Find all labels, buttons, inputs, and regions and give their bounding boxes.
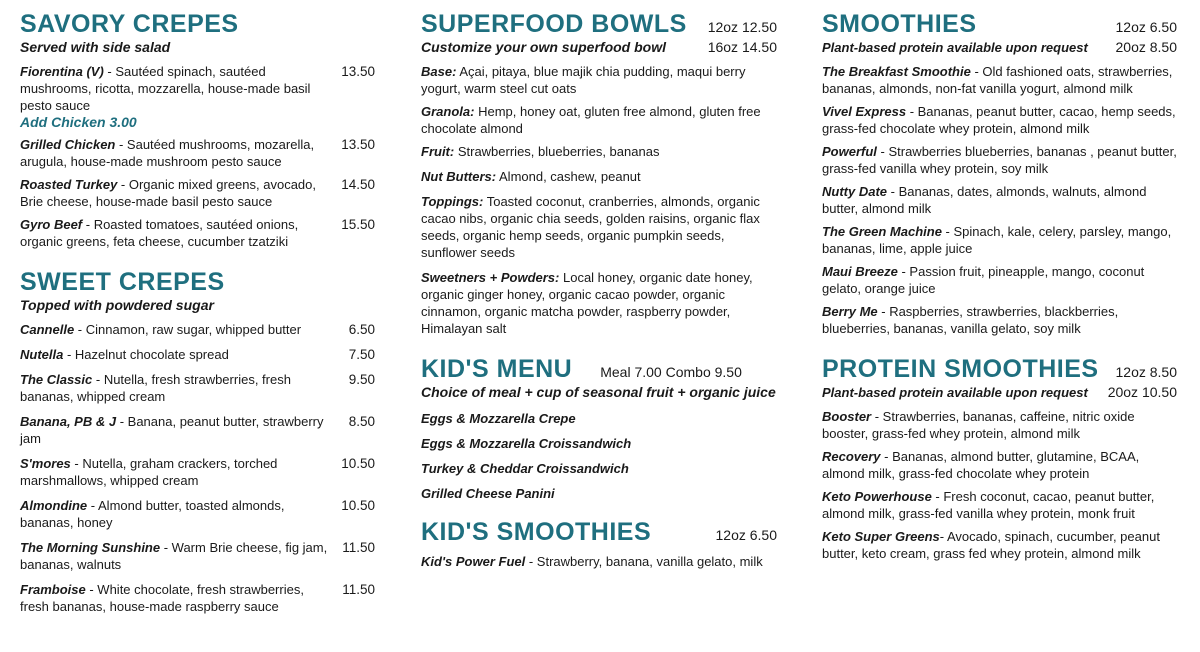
menu-item <box>822 488 1177 522</box>
option-name: Fruit: <box>421 144 455 159</box>
item-desc: - Avocado, spinach, cucumber, peanut butter, keto cream, grass fed whey protein, almond milk <box>822 529 1160 561</box>
kids-item: Eggs & Mozzarella Crepe <box>421 411 576 426</box>
section-title: SMOOTHIES <box>822 10 977 38</box>
item-name: Nutty Date <box>822 184 888 199</box>
section-subtitle: Topped with powdered sugar <box>20 297 214 313</box>
add-chicken-note: Add Chicken 3.00 <box>20 114 137 130</box>
section-title: KID'S MENU <box>421 355 573 383</box>
item-name: Framboise <box>20 582 86 597</box>
item-name: Roasted Turkey <box>20 177 118 192</box>
option-desc: Almond, cashew, peanut <box>496 169 641 184</box>
section-protein-smoothies <box>822 355 1177 562</box>
item-desc: - Hazelnut chocolate spread <box>63 347 229 362</box>
section-subtitle: Choice of meal + cup of seasonal fruit + organic juice <box>421 384 776 400</box>
bowl-option <box>421 103 777 137</box>
item-desc: - Roasted tomatoes, sautéed onions, organic greens, feta cheese, cucumber tzatziki <box>20 217 299 249</box>
item-name: S'mores <box>20 456 71 471</box>
item-name: Keto Super Greens <box>822 529 940 544</box>
item-price: 14.50 <box>341 177 375 192</box>
menu-item <box>822 223 1177 257</box>
section-kids-menu <box>421 355 777 502</box>
kids-item: Grilled Cheese Panini <box>421 486 555 501</box>
section-title: SAVORY CREPES <box>20 10 239 38</box>
item-desc: - Old fashioned oats, strawberries, bananas, almonds, non-fat vanilla yogurt, almond milk <box>822 64 1173 96</box>
item-desc: - Spinach, kale, celery, parsley, mango, bananas, lime, apple juice <box>822 224 1172 256</box>
bowl-option <box>421 193 777 261</box>
menu-item <box>421 553 777 570</box>
size-price: 16oz 14.50 <box>707 39 777 55</box>
item-price: 6.50 <box>348 322 375 337</box>
column-crepes <box>20 10 375 615</box>
column-smoothies <box>822 10 1177 562</box>
size-price: 12oz 8.50 <box>1115 364 1177 380</box>
size-price: 20oz 8.50 <box>1115 39 1177 55</box>
item-desc: - Raspberries, strawberries, blackberries, blueberries, bananas, vanilla gelato, soy milk <box>822 304 1119 336</box>
kids-prices: Meal 7.00 Combo 9.50 <box>600 364 742 380</box>
item-desc: - Strawberry, banana, vanilla gelato, milk <box>525 554 763 569</box>
section-subtitle: Plant-based protein available upon request <box>822 40 1088 55</box>
option-desc: Local honey, organic date honey, organic ginger honey, organic cacao powder, organic cinnamon, organic matcha powder, raspberry powder, Himalayan salt <box>421 270 753 336</box>
section-subtitle: Customize your own superfood bowl <box>421 39 666 55</box>
option-name: Base: <box>421 64 457 79</box>
item-desc: - Bananas, dates, almonds, walnuts, almond butter, almond milk <box>822 184 1147 216</box>
item-desc: - White chocolate, fresh strawberries, fresh bananas, house-made raspberry sauce <box>20 582 304 614</box>
item-name: Kid's Power Fuel <box>421 554 526 569</box>
section-title: SUPERFOOD BOWLS <box>421 10 687 38</box>
item-price: 9.50 <box>348 372 375 387</box>
section-sweet-crepes <box>20 268 375 615</box>
item-desc: - Passion fruit, pineapple, mango, coconut gelato, orange juice <box>822 264 1145 296</box>
item-name: The Morning Sunshine <box>20 540 161 555</box>
item-name: The Breakfast Smoothie <box>822 64 971 79</box>
item-price: 13.50 <box>341 64 375 79</box>
menu-item <box>20 371 375 405</box>
menu-item <box>20 136 375 170</box>
menu-item <box>20 413 375 447</box>
item-name: Keto Powerhouse <box>822 489 932 504</box>
menu-item <box>20 216 375 250</box>
item-desc: - Bananas, almond butter, glutamine, BCAA, almond milk, grass-fed chocolate whey protein <box>822 449 1140 481</box>
bowl-option <box>421 63 777 97</box>
item-desc: - Nutella, graham crackers, torched marshmallows, whipped cream <box>20 456 278 488</box>
item-name: Nutella <box>20 347 64 362</box>
section-subtitle: Plant-based protein available upon request <box>822 385 1088 400</box>
bowl-option <box>421 269 777 337</box>
item-price: 11.50 <box>342 582 375 597</box>
item-price: 7.50 <box>348 347 375 362</box>
section-subtitle: Served with side salad <box>20 39 171 55</box>
item-name: Grilled Chicken <box>20 137 116 152</box>
item-name: Gyro Beef <box>20 217 83 232</box>
item-name: The Green Machine <box>822 224 942 239</box>
item-desc: - Almond butter, toasted almonds, bananas, honey <box>20 498 285 530</box>
menu-item <box>20 346 375 363</box>
option-name: Sweetners + Powders: <box>421 270 560 285</box>
item-price: 13.50 <box>341 137 375 152</box>
item-name: Recovery <box>822 449 881 464</box>
option-desc: Strawberries, blueberries, bananas <box>454 144 660 159</box>
item-desc: - Sautéed spinach, sautéed mushrooms, ricotta, mozzarella, house-made basil pesto sauce <box>20 64 311 113</box>
item-desc: - Warm Brie cheese, fig jam, bananas, walnuts <box>20 540 328 572</box>
size-price: 12oz 12.50 <box>707 19 777 35</box>
section-savory-crepes <box>20 10 375 250</box>
menu-item <box>822 183 1177 217</box>
menu-item <box>20 581 375 615</box>
menu-item <box>20 497 375 531</box>
bowl-option <box>421 143 777 160</box>
section-title: KID'S SMOOTHIES <box>421 518 652 546</box>
option-desc: Hemp, honey oat, gluten free almond, gluten free chocolate almond <box>421 104 761 136</box>
section-title: PROTEIN SMOOTHIES <box>822 355 1099 383</box>
option-name: Toppings: <box>421 194 484 209</box>
menu-item <box>822 263 1177 297</box>
item-desc: - Banana, peanut butter, strawberry jam <box>20 414 324 446</box>
menu-item <box>822 448 1177 482</box>
item-price: 11.50 <box>342 540 375 555</box>
option-name: Granola: <box>421 104 475 119</box>
item-name: Vivel Express <box>822 104 907 119</box>
item-desc: - Cinnamon, raw sugar, whipped butter <box>74 322 302 337</box>
menu-item <box>20 176 375 210</box>
item-name: Fiorentina (V) <box>20 64 104 79</box>
item-desc: - Strawberries blueberries, bananas , peanut butter, grass-fed vanilla whey protein, soy milk <box>822 144 1177 176</box>
menu-item <box>20 321 375 338</box>
section-smoothies <box>822 10 1177 337</box>
item-name: Cannelle <box>20 322 75 337</box>
item-price: 10.50 <box>341 456 375 471</box>
size-price: 20oz 10.50 <box>1107 384 1177 400</box>
column-bowls-kids <box>421 10 777 570</box>
kids-item: Turkey & Cheddar Croissandwich <box>421 461 629 476</box>
menu-item <box>822 103 1177 137</box>
item-name: Powerful <box>822 144 877 159</box>
size-price: 12oz 6.50 <box>1115 19 1177 35</box>
menu-item <box>20 539 375 573</box>
item-desc: - Nutella, fresh strawberries, fresh bananas, whipped cream <box>20 372 291 404</box>
item-desc: - Fresh coconut, cacao, peanut butter, almond milk, grass-fed vanilla whey protein, monk fruit <box>822 489 1155 521</box>
item-name: Almondine <box>20 498 88 513</box>
menu-item <box>822 528 1177 562</box>
item-name: Banana, PB & J <box>20 414 117 429</box>
menu-item <box>822 303 1177 337</box>
option-name: Nut Butters: <box>421 169 497 184</box>
section-kids-smoothies <box>421 518 777 570</box>
item-price: 10.50 <box>341 498 375 513</box>
item-name: Booster <box>822 409 872 424</box>
section-title: SWEET CREPES <box>20 268 225 296</box>
item-name: Maui Breeze <box>822 264 898 279</box>
menu-item <box>822 143 1177 177</box>
item-desc: - Sautéed mushrooms, mozarella, arugula, house-made mushroom pesto sauce <box>20 137 315 169</box>
item-name: Berry Me <box>822 304 878 319</box>
menu-item <box>822 408 1177 442</box>
option-desc: Toasted coconut, cranberries, almonds, organic cacao nibs, organic chia seeds, golden raisins, organic flax seeds, organic hemp seeds, organic pumpkin seeds, sunflower seeds <box>421 194 760 260</box>
item-name: The Classic <box>20 372 93 387</box>
item-price: 8.50 <box>348 414 375 429</box>
item-desc: - Bananas, peanut butter, cacao, hemp seeds, grass-fed chocolate whey protein, almond milk <box>822 104 1176 136</box>
section-superfood-bowls <box>421 10 777 337</box>
item-desc: - Strawberries, bananas, caffeine, nitric oxide booster, grass-fed whey protein, almond milk <box>822 409 1135 441</box>
menu-item <box>20 455 375 489</box>
menu-item <box>822 63 1177 97</box>
size-price: 12oz 6.50 <box>715 527 777 543</box>
kids-item: Eggs & Mozzarella Croissandwich <box>421 436 632 451</box>
item-desc: - Organic mixed greens, avocado, Brie cheese, house-made basil pesto sauce <box>20 177 317 209</box>
menu-item <box>20 63 375 114</box>
item-price: 15.50 <box>341 217 375 232</box>
option-desc: Açai, pitaya, blue majik chia pudding, maqui berry yogurt, warm steel cut oats <box>421 64 746 96</box>
bowl-option <box>421 168 777 185</box>
